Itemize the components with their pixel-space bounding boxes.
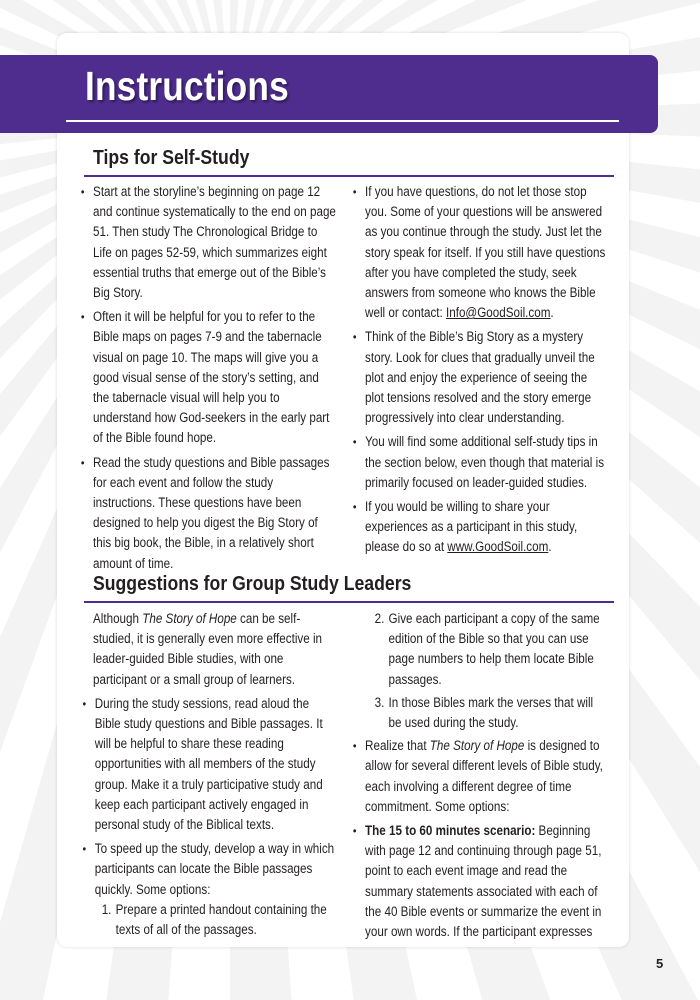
email-link[interactable]: Info@GoodSoil.com — [445, 305, 551, 321]
page-title: Instructions — [85, 63, 289, 109]
list-item: • If you would be willing to share your experiences as a participant in this study, please do so at www.GoodSoil.com. — [352, 497, 609, 558]
option-item: 3. In those Bibles mark the verses that will be used during the study. — [374, 694, 594, 731]
list-item: • Read the study questions and Bible passages for each event and follow the study instructions. These questions have been designed to help you digest the Big Story of this big book, the Bible, in a relatively short amount of time. — [80, 453, 337, 574]
banner-divider — [66, 120, 619, 122]
group-study-left-column — [93, 609, 337, 944]
intro-paragraph: Although The Story of Hope can be self-studied, it is generally even more effective in leader-guided Bible studies, with one participant or a small group of learners. — [93, 611, 323, 687]
page-number: 5 — [656, 956, 664, 971]
website-link[interactable]: www.GoodSoil.com — [447, 539, 549, 555]
section-heading-group-study: Suggestions for Group Study Leaders — [93, 572, 412, 595]
list-item: • The 15 to 60 minutes scenario: Beginning with page 12 and continuing through page 51, point to each event image and read the summary statements associated with each of the 40 Bible events or summarize the event in your own words. If the participant expresses — [352, 821, 609, 942]
option-item: 1. Prepare a printed handout containing the texts of all of the passages. — [101, 901, 327, 938]
list-item: • To speed up the study, develop a way in which participants can locate the Bible passages quickly. Some options: 1. Prepare a printed handout containing the texts of all of the passages. — [82, 839, 337, 940]
list-item: • Realize that The Story of Hope is designed to allow for several different levels of Bible study, each involving a different degree of time commitment. Some options: — [352, 736, 609, 817]
list-item: • Start at the storyline’s beginning on page 12 and continue systematically to the end on page 51. Then study The Chronological Bridge to Life on pages 52-59, which summarizes eight essential truths that emerge out of the Bible’s Big Story. — [80, 182, 337, 303]
title-banner — [0, 55, 658, 133]
self-study-right-column — [352, 182, 609, 562]
section-heading-self-study: Tips for Self-Study — [93, 146, 250, 169]
section-divider — [84, 175, 614, 177]
self-study-left-column — [80, 182, 337, 578]
list-item: • During the study sessions, read aloud the Bible study questions and Bible passages. It will be helpful to share these reading opportunities with all members of the study group. Make it a truly participative study and keep each participant actively engaged in personal study of the Biblical texts. — [82, 694, 337, 835]
list-item: • Think of the Bible’s Big Story as a mystery story. Look for clues that gradually unveil the plot and enjoy the experience of seeing the plot tensions resolved and the story emerge progressively into clear understanding. — [352, 327, 609, 428]
option-item: 2. Give each participant a copy of the same edition of the Bible so that you can use page numbers to help them locate Bible passages. — [374, 611, 600, 687]
group-study-right-column — [352, 609, 609, 946]
section-divider — [84, 601, 614, 603]
list-item: • If you have questions, do not let those stop you. Some of your questions will be answered as you continue through the study. Just let the story speak for itself. If you still have questions after you have completed the study, seek answers from someone who knows the Bible well or contact: Info@GoodSoil.com. — [352, 182, 609, 323]
list-item: • You will find some additional self-study tips in the section below, even though that material is primarily focused on leader-guided studies. — [352, 432, 609, 493]
list-item: • Often it will be helpful for you to refer to the Bible maps on pages 7-9 and the tabernacle visual on page 10. The maps will give you a good visual sense of the story’s setting, and the tabernacle visual will help you to understand how God-seekers in the early part of the Bible found hope. — [80, 307, 337, 448]
